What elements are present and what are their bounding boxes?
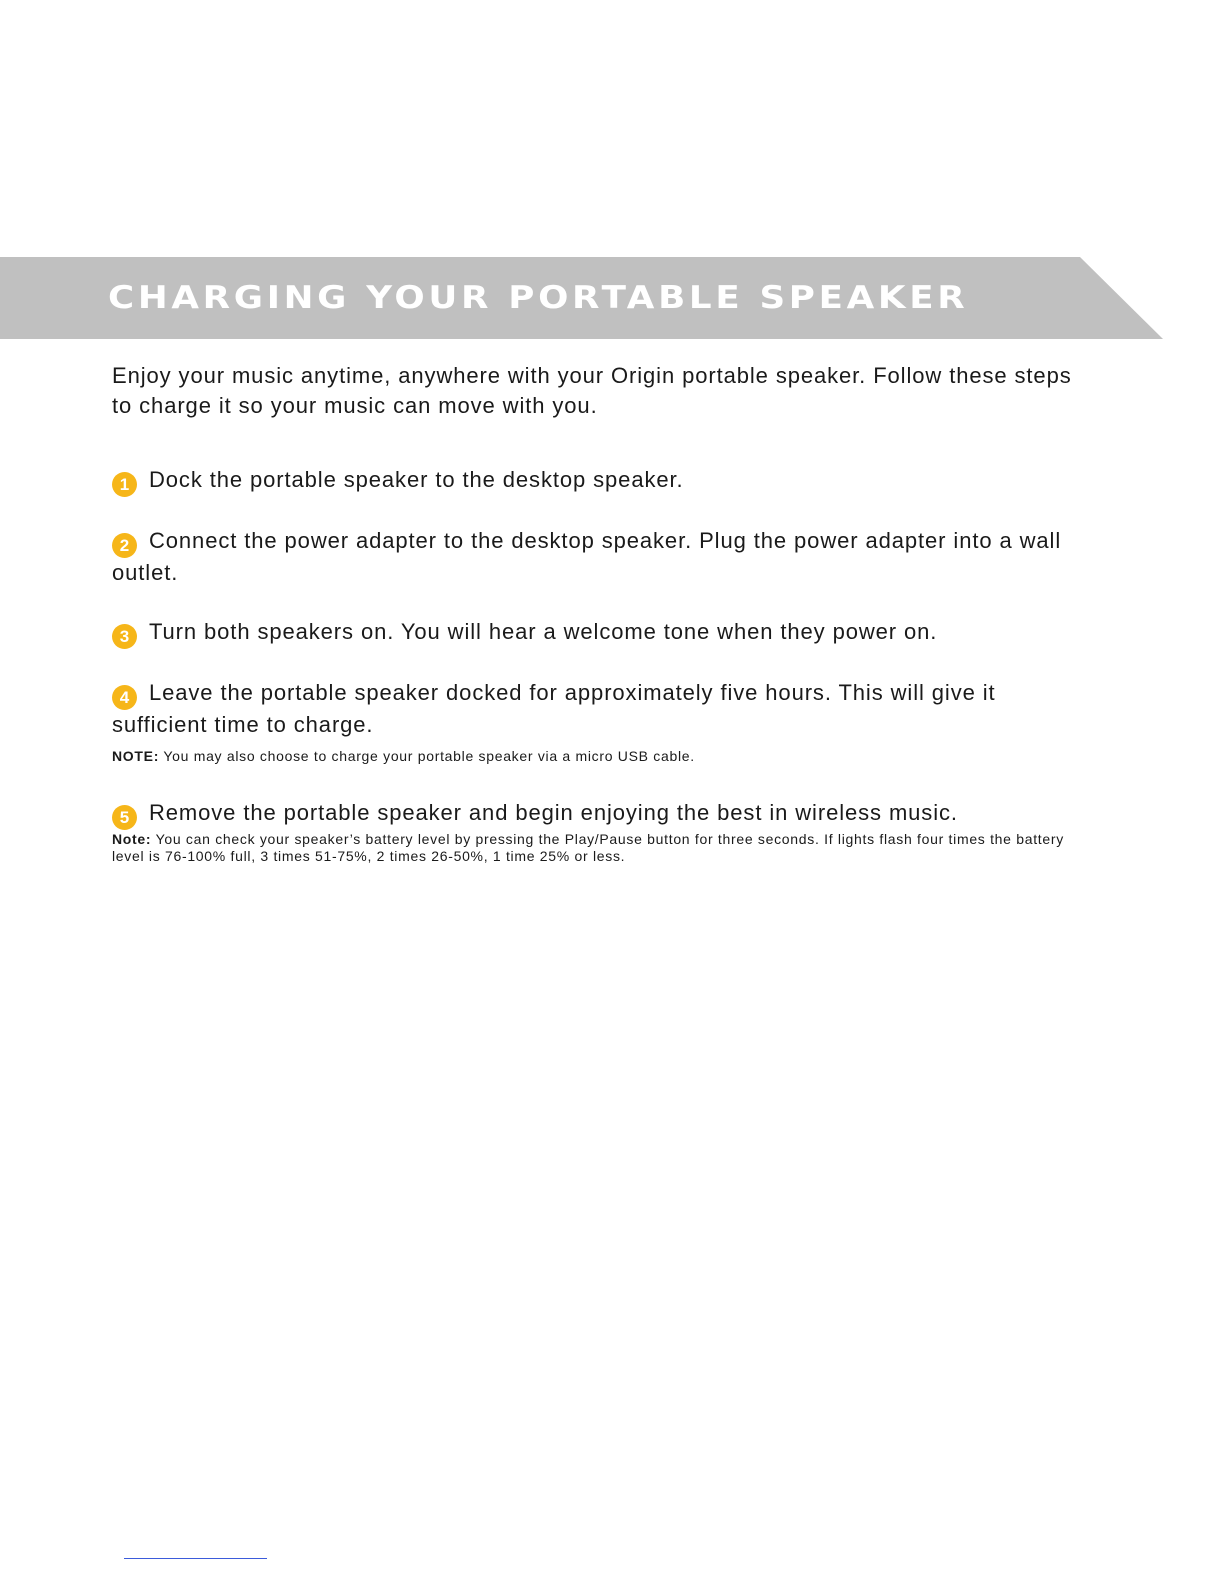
intro-paragraph: Enjoy your music anytime, anywhere with your Origin portable speaker. Follow these steps to charge it so your music can move with you. <box>112 363 1072 418</box>
note-text: You may also choose to charge your portable speaker via a micro USB cable. <box>159 748 695 764</box>
step-number-1-icon: 1 <box>112 472 137 497</box>
step-5-note <box>112 831 1092 865</box>
step-4-text: Leave the portable speaker docked for approximately five hours. This will give it sufficient time to charge. <box>112 680 996 737</box>
section-banner <box>0 257 1163 339</box>
step-4-note <box>112 748 1092 765</box>
step-number-3-icon: 3 <box>112 624 137 649</box>
step-5 <box>112 798 1092 830</box>
step-number-2-icon: 2 <box>112 533 137 558</box>
note-label: NOTE: <box>112 748 160 764</box>
footer-divider <box>124 1558 267 1559</box>
step-2-text: Connect the power adapter to the desktop speaker. Plug the power adapter into a wall outlet. <box>112 528 1062 585</box>
step-3 <box>112 617 1092 649</box>
step-number-5-icon: 5 <box>112 805 137 830</box>
note-text: You can check your speaker’s battery level by pressing the Play/Pause button for three seconds. If lights flash four times the battery level is 76-100% full, 3 times 51-75%, 2 times 26-50%, 1 time 25% or less. <box>112 831 1064 864</box>
step-3-text: Turn both speakers on. You will hear a welcome tone when they power on. <box>149 619 938 644</box>
content <box>112 361 1092 865</box>
page-title: CHARGING YOUR PORTABLE SPEAKER <box>108 280 969 316</box>
step-5-text: Remove the portable speaker and begin enjoying the best in wireless music. <box>149 800 958 825</box>
step-2 <box>112 526 1092 588</box>
note-label: Note: <box>112 831 152 847</box>
step-1 <box>112 465 1092 497</box>
step-4 <box>112 678 1092 740</box>
step-number-4-icon: 4 <box>112 685 137 710</box>
step-1-text: Dock the portable speaker to the desktop speaker. <box>149 467 684 492</box>
